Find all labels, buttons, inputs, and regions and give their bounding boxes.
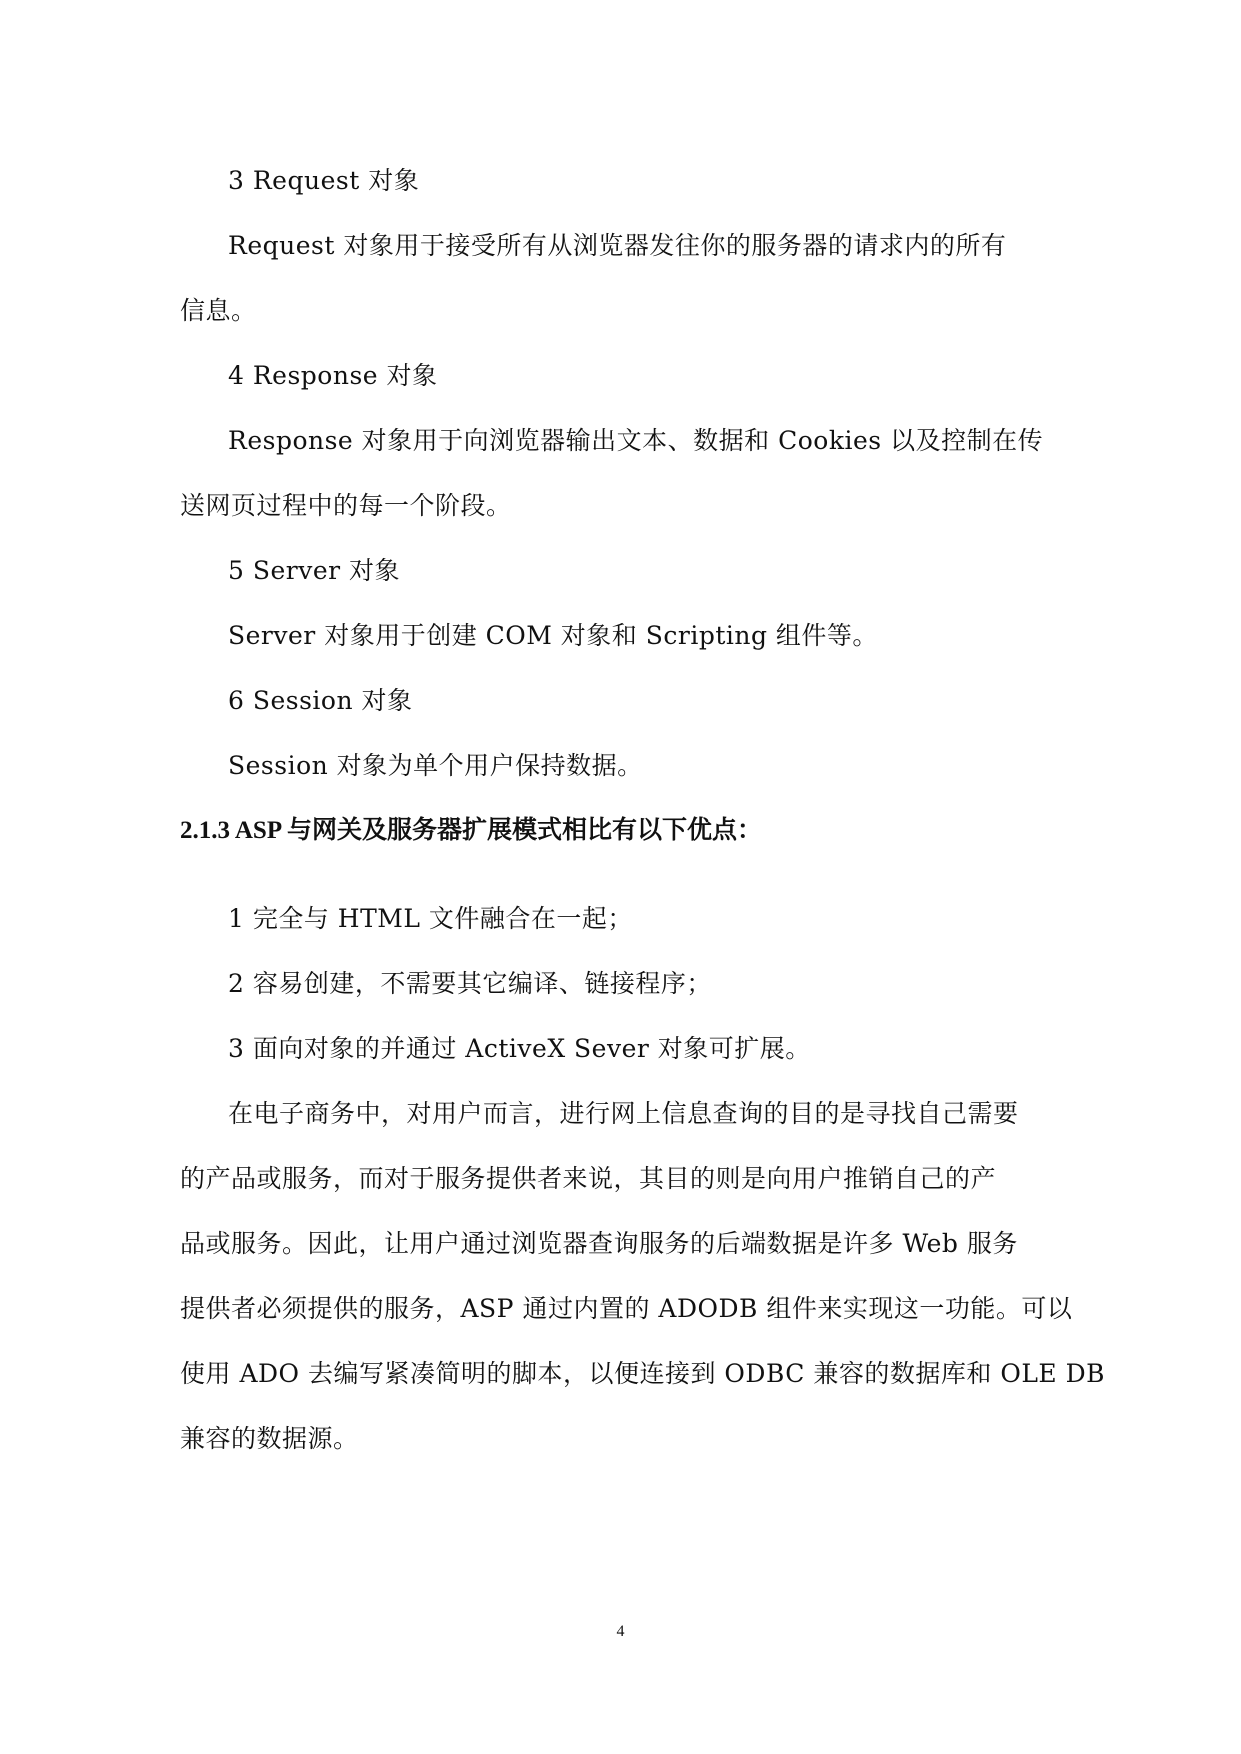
paragraph-line: 使用 ADO 去编写紧凑简明的脚本，以便连接到 ODBC 兼容的数据库和 OLE DB: [180, 1359, 1106, 1388]
object-heading-session: 6 Session 对象: [228, 686, 413, 715]
object-heading-server: 5 Server 对象: [228, 556, 401, 585]
session-description: Session 对象为单个用户保持数据。: [228, 751, 643, 780]
paragraph-line: 提供者必须提供的服务，ASP 通过内置的 ADODB 组件来实现这一功能。可以: [180, 1294, 1073, 1323]
advantage-item: 2 容易创建，不需要其它编译、链接程序；: [228, 969, 712, 998]
page-content: [180, 160, 1145, 1483]
paragraph-line: 兼容的数据源。: [180, 1424, 359, 1453]
advantage-item: 1 完全与 HTML 文件融合在一起；: [228, 904, 633, 933]
request-description-line-1: Request 对象用于接受所有从浏览器发往你的服务器的请求内的所有: [228, 231, 1007, 260]
request-description-line-2: 信息。: [180, 296, 257, 325]
paragraph-line: 的产品或服务，而对于服务提供者来说，其目的则是向用户推销自己的产: [180, 1164, 997, 1193]
response-description-line-2: 送网页过程中的每一个阶段。: [180, 491, 512, 520]
paragraph-line: 品或服务。因此，让用户通过浏览器查询服务的后端数据是许多 Web 服务: [180, 1229, 1018, 1258]
paragraph-line: 在电子商务中，对用户而言，进行网上信息查询的目的是寻找自己需要: [228, 1099, 1019, 1128]
page-number: 4: [616, 1623, 625, 1640]
response-description-line-1: Response 对象用于向浏览器输出文本、数据和 Cookies 以及控制在传: [228, 426, 1044, 455]
object-heading-request: 3 Request 对象: [228, 166, 420, 195]
server-description: Server 对象用于创建 COM 对象和 Scripting 组件等。: [228, 621, 878, 650]
object-heading-response: 4 Response 对象: [228, 361, 438, 390]
section-heading: 2.1.3 ASP 与网关及服务器扩展模式相比有以下优点：: [180, 817, 762, 844]
advantage-item: 3 面向对象的并通过 ActiveX Sever 对象可扩展。: [228, 1034, 811, 1063]
